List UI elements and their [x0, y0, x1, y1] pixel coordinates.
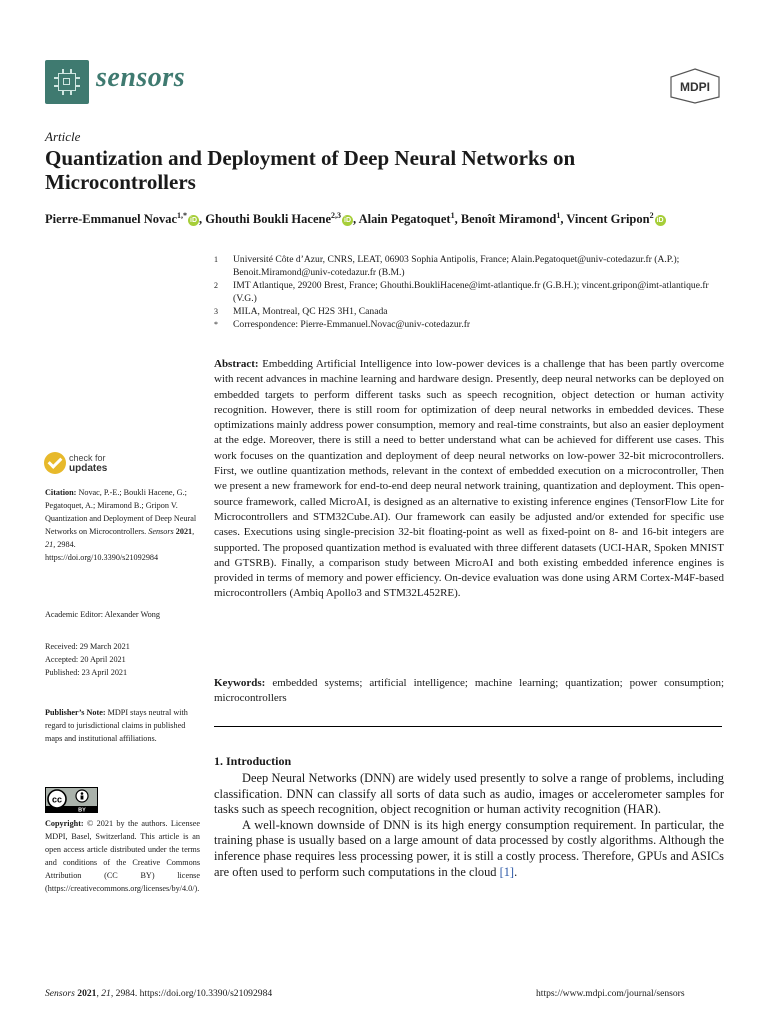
orcid-icon[interactable]: iD [344, 217, 352, 225]
publication-dates [45, 640, 200, 679]
check-for-updates-button[interactable]: check for updates [44, 452, 164, 480]
author-affil-mark: 1 [556, 211, 561, 220]
paragraph: Deep Neural Networks (DNN) are widely used presently to solve a range of problems, including classification. DNN can classify all sorts of data such as audio, images or accelerometer samples for tasks such as speech recognition, object recognition or human activity recognition (HAR). [214, 771, 724, 817]
affiliation-item: * Correspondence: Pierre-Emmanuel.Novac@univ-cotedazur.fr [214, 319, 471, 330]
published-date: Published: 23 April 2021 [45, 668, 128, 678]
keywords-label: Keywords: [214, 677, 266, 689]
affiliation-item: 3 MILA, Montreal, QC H2S 3H1, Canada [214, 306, 388, 317]
mdpi-logo-text: MDPI [680, 80, 710, 94]
citation-block: Citation: Novac, P.-E.; Boukli Hacene, G.; Pegatoquet, A.; Miramond B.; Gripon V. Quantization and Deployment of Deep Neural Networks on Microcontrollers. Sensors 2021, 21, 2984. https://doi.org/10.3390/s21092984 [45, 488, 197, 563]
copyright-notice: Copyright: © 2021 by the authors. Licensee MDPI, Basel, Switzerland. This article is an open access article distributed under the terms and conditions of the Creative Commons Attribution (CC BY) license (https://creativecommons.org/licenses/by/4.0/). [45, 819, 200, 894]
author-affil-mark: 2,3 [331, 211, 342, 220]
citation-link[interactable]: [1] [499, 864, 515, 879]
author-list: Pierre-Emmanuel Novac$^{1,*}$iD , Ghouthi Boukli Hacene$^{2,3}$iD , Alain Pegatoquet$^1$, Benoît Miramond$^1$, Vincent Gripon$^2$iD [45, 211, 664, 227]
section-heading: 1. Introduction [214, 754, 292, 768]
abstract [214, 357, 724, 602]
orcid-icon[interactable]: iD [656, 217, 664, 225]
mdpi-logo-icon [669, 68, 721, 104]
doi-link[interactable]: https://doi.org/10.3390/s21092984 [45, 553, 159, 563]
publisher-note: Publisher’s Note: MDPI stays neutral with regard to jurisdictional claims in published maps and institutional affiliations. [45, 708, 188, 744]
author-name: Pierre-Emmanuel Novac [45, 212, 178, 227]
author-name: Vincent Gripon [566, 212, 650, 227]
received-date: Received: 29 March 2021 [45, 642, 130, 651]
check-icon [44, 452, 66, 474]
footer-citation: Sensors 2021, 21, 2984. https://doi.org/10.3390/s21092984 [45, 988, 273, 999]
footer-journal-url[interactable]: https://www.mdpi.com/journal/sensors [536, 988, 685, 999]
svg-text:cc: cc [51, 794, 63, 805]
abstract-label: Abstract: [214, 358, 259, 370]
paper-title: Quantization and Deployment of Deep Neural Networks on Microcontrollers [45, 146, 576, 194]
journal-logo-icon [45, 60, 89, 104]
article-type: Article [45, 129, 81, 144]
author-affil-mark: 2 [649, 211, 654, 220]
affiliation-item: 2 IMT Atlantique, 29200 Brest, France; Ghouthi.BoukliHacene@imt-atlantique.fr (G.B.H.); vincent.gripon@imt-atlantique.fr (V.G.) [214, 280, 709, 304]
academic-editor: Academic Editor: Alexander Wong [45, 610, 160, 619]
abstract-text: Embedding Artificial Intelligence into low-power devices is a challenge that has been partly overcome with recent advances in machine learning and hardware design. Presently, deep neural networks can be deployed on embedded targets to perform different tasks such as speech recognition, object detection or human activity recognition. However, there is still room for optimization of deep neural networks in embedded devices. These optimizations mainly address power consumption, memory and real-time constraints, but also an easier deployment at the edge. Moreover, there is still a need to better understand what can be achieved for different use cases. This work focuses on the quantization and deployment of deep neural networks on low-power 32-bit microcontrollers. First, we outline quantization methods, relevant in the context of embedded execution on a microcontroller, Then we present a new framework for end-to-end deep neural network training, quantization and deployment. This open-source framework, called MicroAI, is designed as an alternative to existing inference engines (TensorFlow Lite for Microcontrollers and STM32Cube.AI). Our framework can easily be adjusted and/or extended for specific use cases. Executions using single-precision 32-bit floating-point as well as fixed-point on 8- and 16-bit integers are supported. The proposed quantization method is evaluated with three different datasets (UCI-HAR, Spoken MNIST and GTSRB). Finally, a comparison study between MicroAI and both existing embedded inference engines is provided in terms of memory and power efficiency. On-device evaluation was done using ARM Cortex-M4F-based microcontrollers (Ambiq Apollo3 and STM32L452RE). [214, 358, 724, 600]
author-name: Alain Pegatoquet [358, 212, 451, 227]
accepted-date: Accepted: 20 April 2021 [45, 655, 126, 665]
author-name: Ghouthi Boukli Hacene [205, 212, 332, 227]
affiliations [214, 253, 734, 331]
author-affil-mark: 1,* [177, 211, 188, 220]
journal-name: sensors [96, 62, 186, 93]
keywords-text: embedded systems; artificial intelligence; machine learning; quantization; power consumption; microcontrollers [214, 677, 724, 705]
author-affil-mark: 1 [450, 211, 455, 220]
keywords [214, 676, 724, 707]
section-divider [214, 726, 722, 727]
author-name: Benoît Miramond [460, 212, 557, 227]
paragraph: A well-known downside of DNN is its high energy consumption requirement. In particular, the training phase is usually based on a large amount of data processed by costly algorithms. Although the inference phase requires less processing power, it is still a costly process. Therefore, GPUs and ASICs are often used to perform such computations in the cloud [1]. [214, 817, 724, 879]
svg-text:BY: BY [78, 807, 86, 813]
introduction-body [214, 771, 724, 880]
cc-by-license-icon[interactable] [45, 787, 98, 813]
orcid-icon[interactable]: iD [190, 217, 198, 225]
affiliation-item: 1 Université Côte d’Azur, CNRS, LEAT, 06903 Sophia Antipolis, France; Alain.Pegatoquet@univ-cotedazur.fr (A.P.); Benoit.Miramond@univ-cotedazur.fr (B.M.) [214, 254, 680, 278]
